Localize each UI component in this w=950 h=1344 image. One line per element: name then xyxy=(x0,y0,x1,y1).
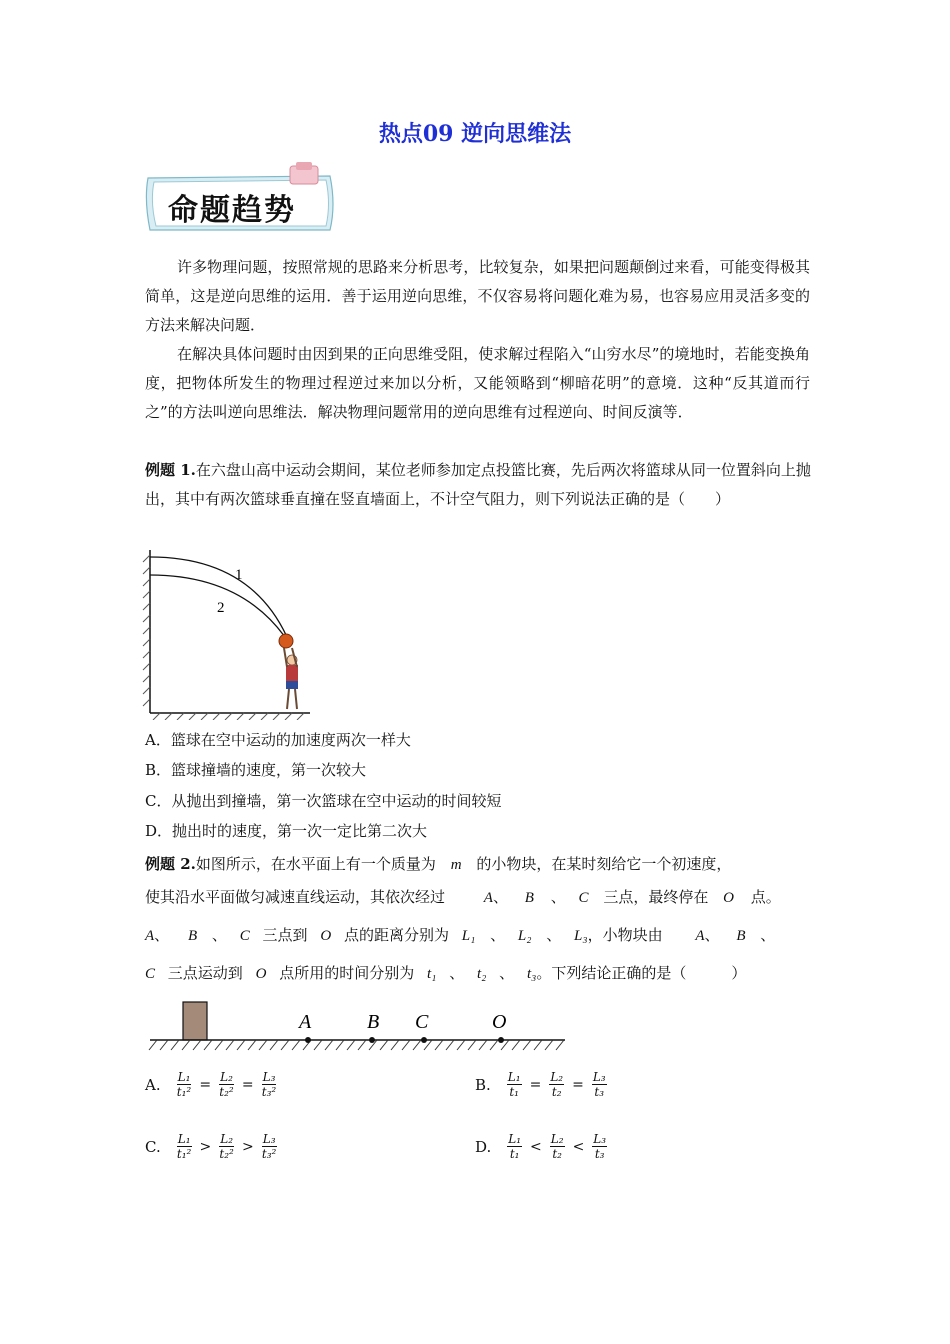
curve-2-label: 2 xyxy=(217,600,225,616)
block-figure xyxy=(145,998,570,1053)
example2-label: 例题 2. xyxy=(145,855,196,873)
example2-line-4: C 三点运动到 O 点所用的时间分别为 t₁ 、 t₂ 、 t₃。下列结论正确的是（ ） xyxy=(145,964,747,982)
block-icon xyxy=(183,1002,207,1040)
example1-question xyxy=(145,456,815,514)
example1-text: 在六盘山高中运动会期间，某位老师参加定点投篮比赛，先后两次将篮球从同一位置斜向上抛出，其中有两次篮球垂直撞在竖直墙面上，不计空气阻力，则下列说法正确的是（ ） xyxy=(145,461,811,508)
point-a-label: A xyxy=(299,1011,312,1033)
point-b-label: B xyxy=(367,1011,380,1033)
example2-line-2: 使其沿水平面做匀减速直线运动，其依次经过 A、 B 、 C 三点，最终停在 O 点。 xyxy=(145,888,781,906)
basketball-figure xyxy=(140,545,320,720)
page-title: 热点09 逆向思维法 xyxy=(378,121,572,147)
example1-option-a: A．篮球在空中运动的加速度两次一样大 xyxy=(145,731,411,749)
intro-paragraph-1: 许多物理问题，按照常规的思路来分析思考，比较复杂，如果把问题颠倒过来看，可能变得极其简单，这是逆向思维的运用．善于运用逆向思维，不仅容易将问题化难为易，也容易应用灵活多变的方法来解决问题． xyxy=(145,258,810,334)
example1-option-d: D．抛出时的速度，第一次一定比第二次大 xyxy=(145,822,428,840)
example2-line-1: 例题 2.如图所示，在水平面上有一个质量为 m 的小物块，在某时刻给它一个初速度， xyxy=(145,855,732,873)
example2-line-3: A、 B 、 C 三点到 O 点的距离分别为 L₁ 、 L₂ 、 L₃，小物块由 A、 B 、 xyxy=(145,926,776,944)
example1-label: 例题 1. xyxy=(145,461,196,479)
example2-option-a: A. $\frac{\text{L₁}}{\text{t₁²}}$ = $\frac{\text{L₂}}{\text{t₂²}}$ = $\frac{\text{L₃}}{\text{t₃²}}$ xyxy=(145,1070,277,1099)
var-m: m xyxy=(450,857,462,873)
example2-option-c: C. $\frac{\text{L₁}}{\text{t₁²}}$ > $\frac{\text{L₂}}{\text{t₂²}}$ > $\frac{\text{L₃}}{\text{t₃²}}$ xyxy=(145,1132,277,1161)
curve-1-label: 1 xyxy=(235,567,243,583)
example2-option-d: D. $\frac{\text{L₁}}{\text{t₁}}$ < $\frac{\text{L₂}}{\text{t₂}}$ < $\frac{\text{L₃}}{\text{t₃}}$ xyxy=(475,1132,607,1161)
player-icon xyxy=(279,634,298,709)
example1-option-c: C．从抛出到撞墙，第一次篮球在空中运动的时间较短 xyxy=(145,792,502,810)
example2-option-b: B. $\frac{\text{L₁}}{\text{t₁}}$ = $\frac{\text{L₂}}{\text{t₂}}$ = $\frac{\text{L₃}}{\text{t₃}}$ xyxy=(475,1070,606,1099)
intro-paragraph-2: 在解决具体问题时由因到果的正向思维受阻，使求解过程陷入“山穷水尽”的境地时，若能变换角度，把物体所发生的物理过程逆过来加以分析，又能领略到“柳暗花明”的意境．这种“反其道而行之”的方法叫逆向思维法．解决物理问题常用的逆向思维有过程逆向、时间反演等． xyxy=(145,345,810,421)
point-c-label: C xyxy=(415,1011,429,1033)
example1-option-b: B．篮球撞墙的速度，第一次较大 xyxy=(145,761,367,779)
point-o-label: O xyxy=(492,1011,507,1033)
banner-label: 命题趋势 xyxy=(168,193,296,228)
